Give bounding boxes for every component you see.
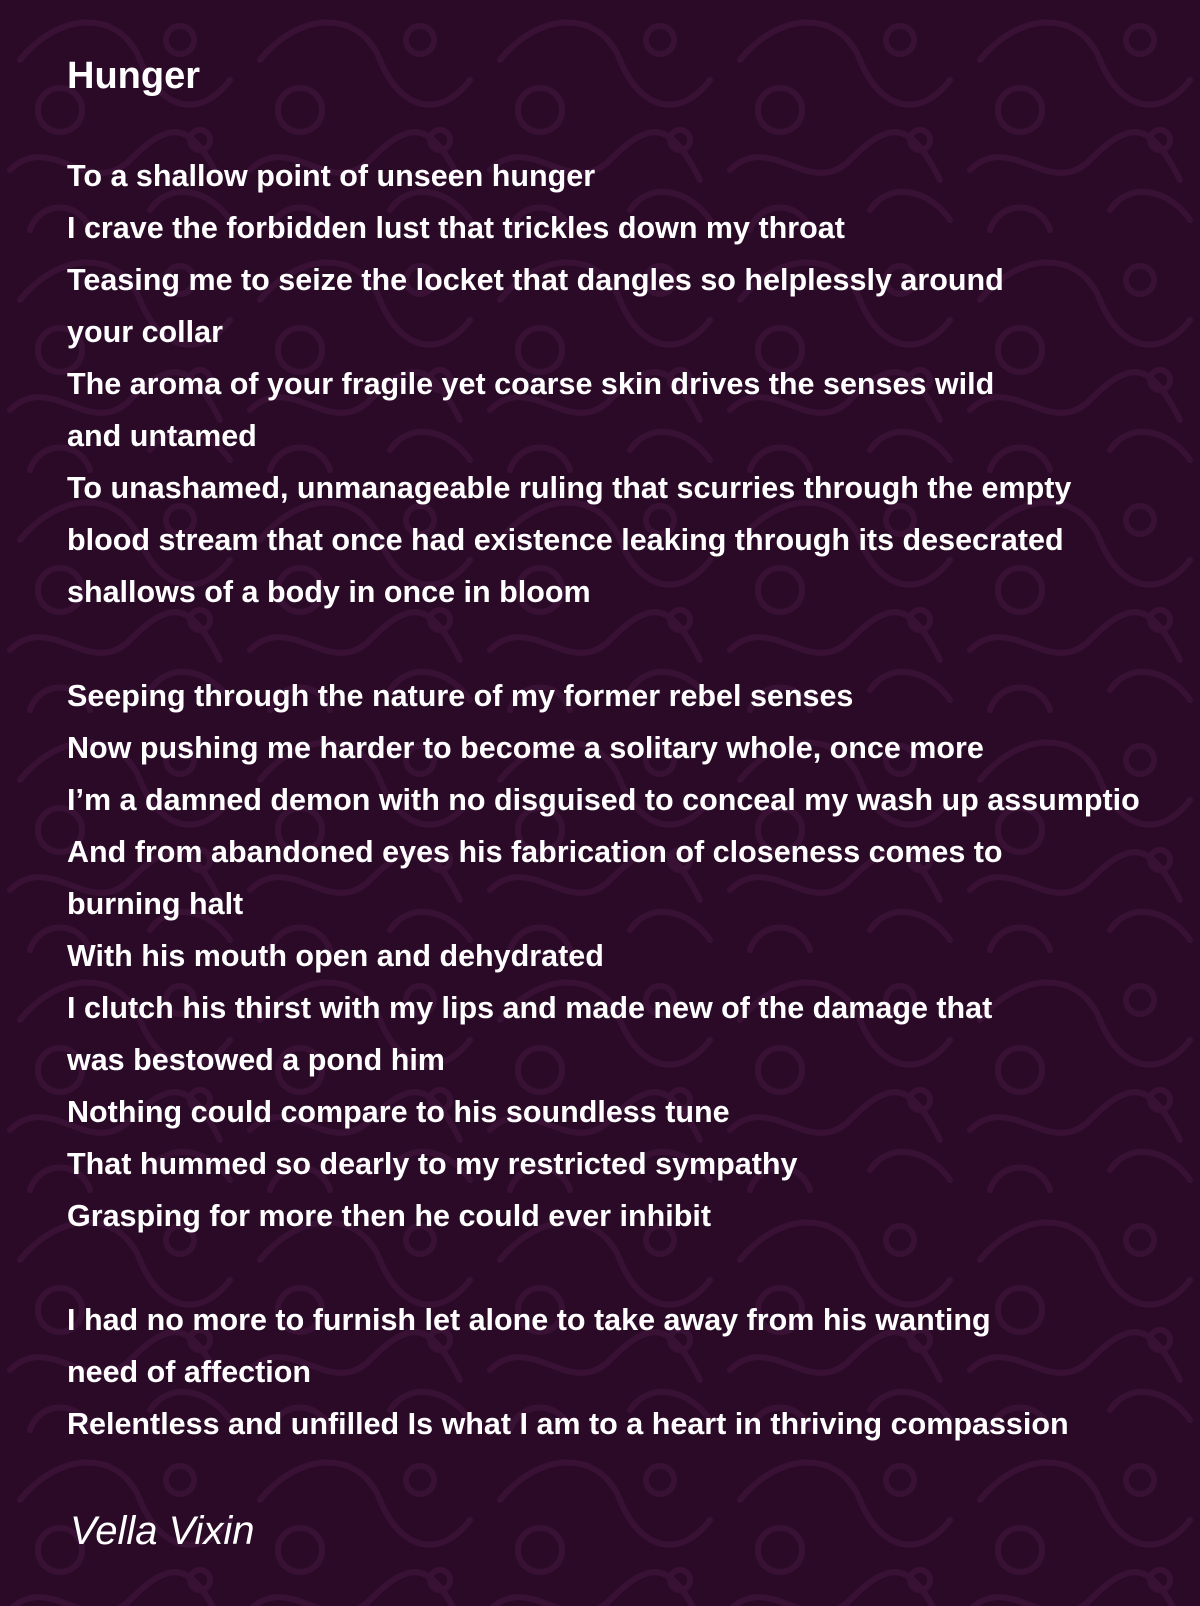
poem-line: need of affection: [67, 1355, 312, 1389]
poem-line: blood stream that once had existence leaking through its desecrated: [67, 523, 1064, 557]
poem-line: burning halt: [67, 887, 244, 921]
poem-line: your collar: [67, 315, 223, 349]
poem-title: Hunger: [67, 55, 200, 97]
poem-author: Vella Vixin: [70, 1509, 255, 1553]
poem-line: Teasing me to seize the locket that dangles so helplessly around: [67, 263, 1004, 297]
poem-line: To unashamed, unmanageable ruling that scurries through the empty: [67, 471, 1072, 505]
stanza-break: [67, 618, 1140, 670]
poem-line: To a shallow point of unseen hunger: [67, 159, 596, 193]
poem-line: Seeping through the nature of my former rebel senses: [67, 679, 854, 713]
poem-line: shallows of a body in once in bloom: [67, 575, 591, 609]
poem-line: Now pushing me harder to become a solitary whole, once more: [67, 731, 984, 765]
poem-line: And from abandoned eyes his fabrication of closeness comes to: [67, 835, 1003, 869]
poem-line: I crave the forbidden lust that trickles down my throat: [67, 211, 845, 245]
poem-line: I clutch his thirst with my lips and made new of the damage that: [67, 991, 993, 1025]
poem-line: Nothing could compare to his soundless tune: [67, 1095, 730, 1129]
stanza-break: [67, 1242, 1140, 1294]
poem-line: That hummed so dearly to my restricted sympathy: [67, 1147, 798, 1181]
poem-body: [67, 150, 1140, 1450]
poem-line: With his mouth open and dehydrated: [67, 939, 604, 973]
poem-line: I had no more to furnish let alone to take away from his wanting: [67, 1303, 991, 1337]
poem-line: Grasping for more then he could ever inhibit: [67, 1199, 711, 1233]
poem-line: Relentless and unfilled Is what I am to a heart in thriving compassion: [67, 1407, 1069, 1441]
poem-line: The aroma of your fragile yet coarse skin drives the senses wild: [67, 367, 995, 401]
poem-line: I’m a damned demon with no disguised to conceal my wash up assumptio: [67, 783, 1140, 817]
poem-line: and untamed: [67, 419, 257, 453]
poem-line: was bestowed a pond him: [67, 1043, 445, 1077]
